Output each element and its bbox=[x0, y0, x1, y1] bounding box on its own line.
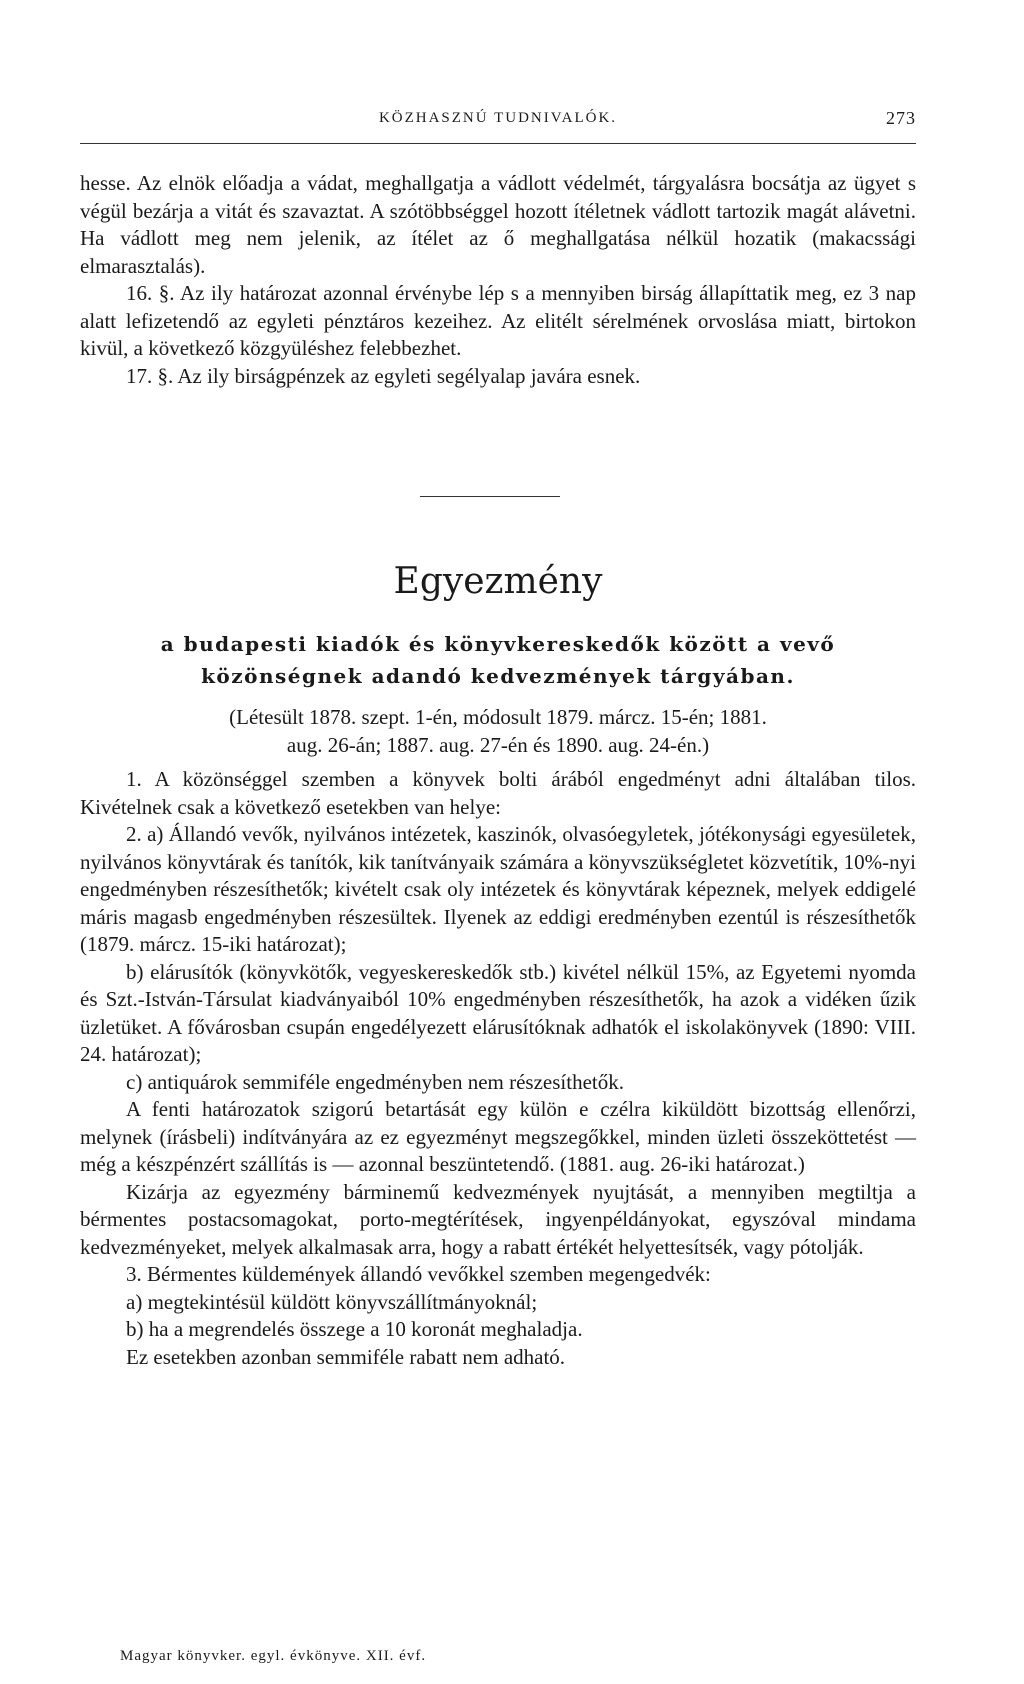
page-header bbox=[80, 106, 916, 136]
history-line: aug. 26-án; 1887. aug. 27-én és 1890. aug. 24-én.) bbox=[286, 732, 710, 757]
page-number: 273 bbox=[886, 108, 916, 128]
paragraph-section-16: 16. §. Az ily határozat azonnal érvénybe lép s a mennyiben birság állapíttatik meg, ez 3 nap alatt lefizetendő az egyleti pénztáros kezeihez. Az elitélt sérelmének orvoslása miatt, birtokon kivül, a következő közgyüléshez felebbezhet. bbox=[80, 281, 916, 360]
agreement-body bbox=[80, 766, 916, 1371]
paragraph-closing: Ez esetekben azonban semmiféle rabatt nem adható. bbox=[126, 1344, 566, 1369]
paragraph-point-3: 3. Bérmentes küldemények állandó vevőkkel szemben megengedvék: bbox=[126, 1262, 711, 1286]
paragraph-section-17: 17. §. Az ily birságpénzek az egyleti segélyalap javára esnek. bbox=[126, 363, 641, 388]
history-line: (Létesült 1878. szept. 1-én, módosult 1879. márcz. 15-én; 1881. bbox=[229, 705, 767, 729]
section-divider bbox=[420, 496, 560, 497]
paragraph-point-3a: a) megtekintésül küldött könyvszállítmányoknál; bbox=[126, 1289, 538, 1314]
running-title: KÖZHASZNÚ TUDNIVALÓK. bbox=[378, 110, 618, 126]
paragraph-point-2c: c) antiquárok semmiféle engedményben nem részesíthetők. bbox=[126, 1069, 624, 1094]
footer-note: Magyar könyvker. egyl. évkönyve. XII. évf. bbox=[120, 1648, 427, 1664]
paragraph-exclusions: Kizárja az egyezmény bárminemű kedvezmények nyujtását, a mennyiben megtiltja a bérmentes postacsomagokat, porto-megtérítések, ingyenpéldányokat, egyszóval mindama kedvezményeket, melyek alkalmasak arra, hogy a rabatt értékét helyettesítsék, vagy pótolják. bbox=[80, 1179, 916, 1259]
paragraph-point-3b: b) ha a megrendelés összege a 10 koronát meghaladja. bbox=[126, 1317, 583, 1341]
paragraph-continuation: hesse. Az elnök előadja a vádat, meghallgatja a vádlott védelmét, tárgyalásra bocsátja az ügyet s végül bezárja a vitát és szavaztat. A szótöbbséggel hozott ítéletnek vádlott tartozik magát alávetni. Ha vádlott meg nem jelenik, az ítélet az ő meghallgatása nélkül hozatik (makacssági elmarasztalás). bbox=[80, 171, 916, 278]
paragraph-point-2a: 2. a) Állandó vevők, nyilvános intézetek, kaszinók, olvasóegyletek, jótékonysági egyesületek, nyilvános könyvtárak és tanítók, kik tanítványaik számára a könyvszükségletet közvetítik, 10%-nyi engedményben részesíthetők; kivételt csak oly intézetek és könyvtárak képeznek, melyek eddigelé máris magasb engedményben részesültek. Ilyenek az eddigi eredményben ezentúl is részesíthetők (1879. márcz. 15-iki határozat); bbox=[80, 822, 916, 956]
agreement-title: Egyezmény bbox=[393, 561, 603, 602]
top-section bbox=[80, 170, 916, 390]
header-rule bbox=[80, 143, 916, 144]
paragraph-enforcement: A fenti határozatok szigorú betartását egy külön e czélra kiküldött bizottság ellenőrzi, melynek (írásbeli) indítványára az ez egyezményt megszegőkkel, minden üzleti összeköttetést — még a készpénzért szállítás is — azonnal beszüntetendő. (1881. aug. 26-iki határozat.) bbox=[80, 1097, 916, 1176]
paragraph-point-2b: b) elárusítók (könyvkötők, vegyeskereskedők stb.) kivétel nélkül 15%, az Egyetemi nyomda és Szt.-István-Társulat kiadványaiból 10% engedményben részesíthetők, ha azok a vidéken űzik üzletüket. A fővárosban csupán engedélyezett elárusítóknak adhatók el iskolakönyvek (1890: VIII. 24. határozat); bbox=[80, 959, 916, 1066]
paragraph-point-1: 1. A közönséggel szemben a könyvek bolti árából engedményt adni általában tilos. Kivételnek csak a következő esetekben van helye: bbox=[80, 767, 916, 819]
agreement-subtitle: a budapesti kiadók és könyvkereskedők között a vevő közönségnek adandó kedvezmények tárgyában. bbox=[160, 632, 836, 688]
history-note bbox=[80, 704, 916, 759]
